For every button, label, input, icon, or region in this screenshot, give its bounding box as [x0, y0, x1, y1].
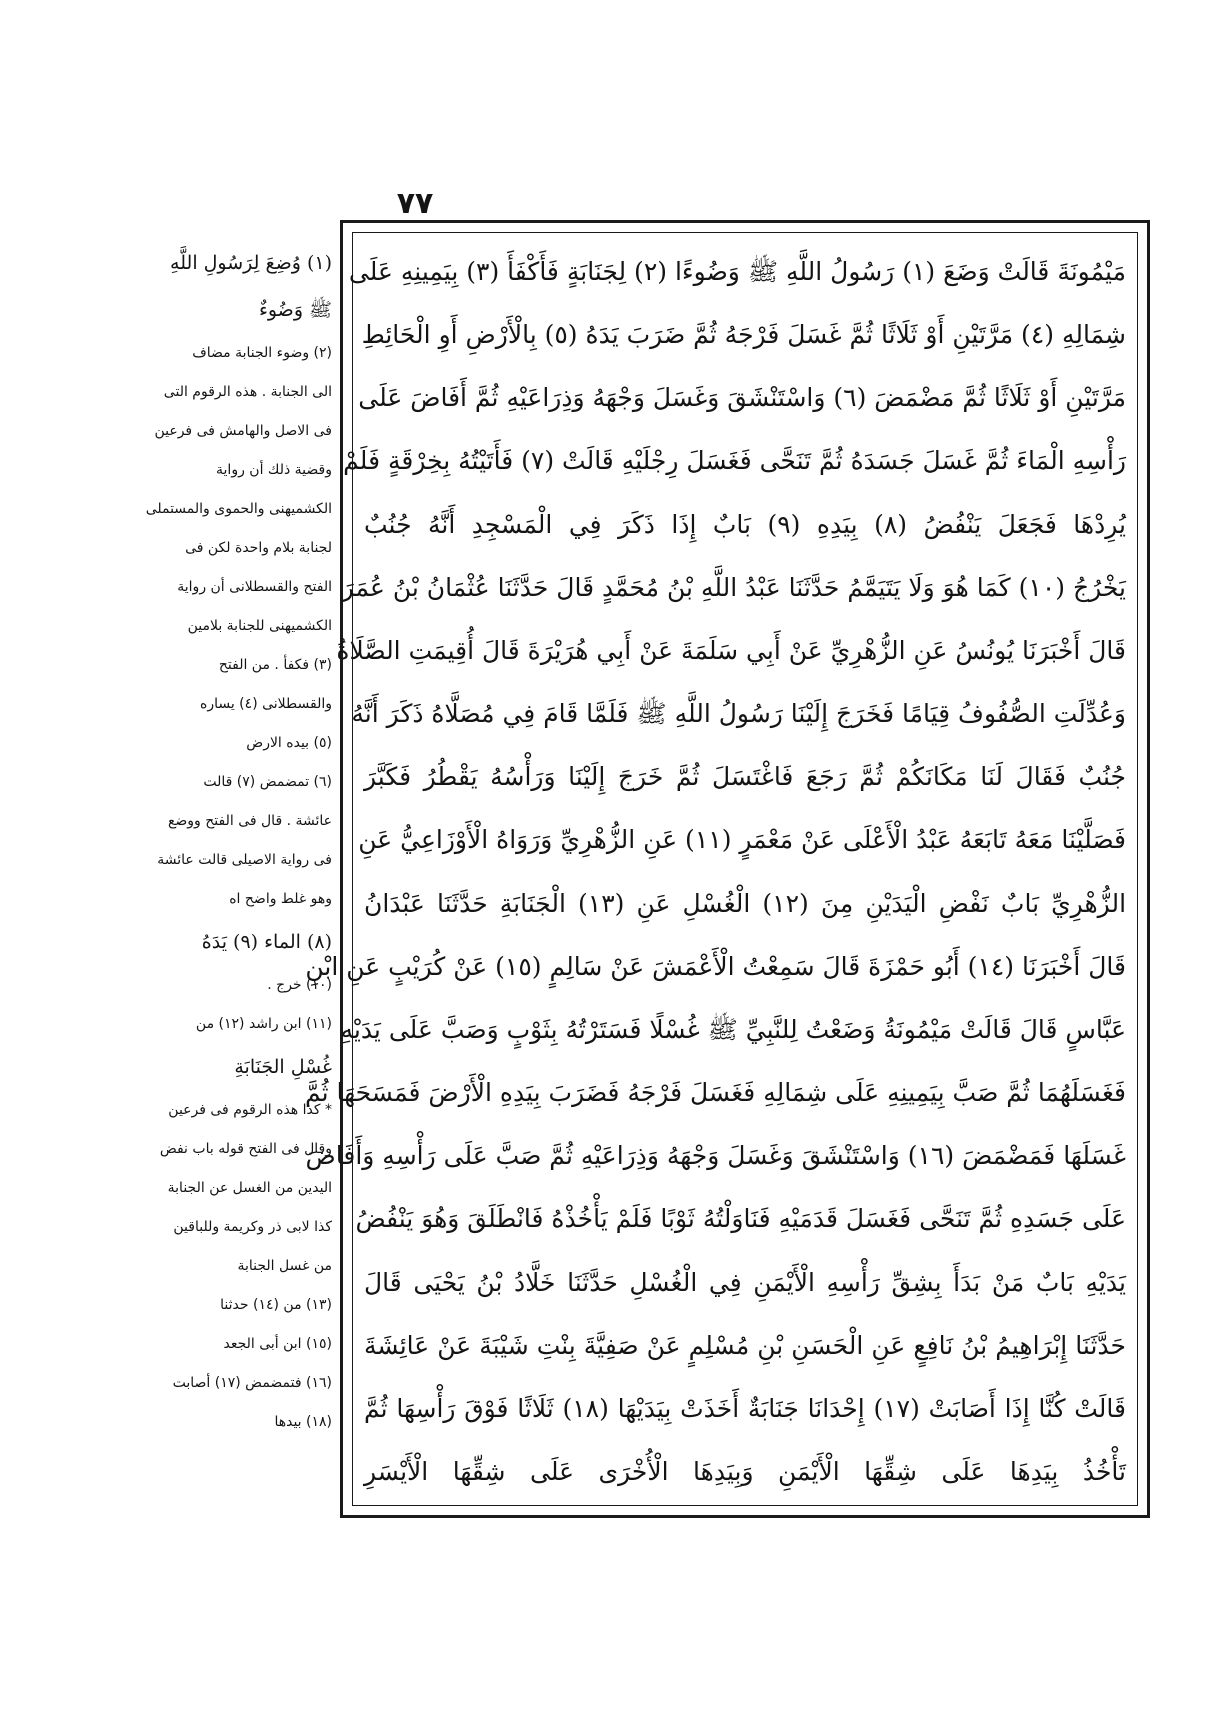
margin-note-line: فى الاصل والهامش فى فرعين	[154, 423, 332, 439]
margin-note-line: الكشميهنى للجنابة بلامين	[187, 618, 332, 634]
margin-note-line: ﷺ وَضُوءٌ	[258, 299, 332, 321]
margin-note-line: (١) وُضِعَ لِرَسُولِ اللَّهِ	[170, 252, 332, 274]
main-text-block	[304, 252, 1127, 1492]
main-text-line: يَدَيْهِ بَابٌ مَنْ بَدَأَ بِشِقِّ رَأْسِهِ الْأَيْمَنِ فِي الْغُسْلِ حَدَّثَنَا خَلَّادُ بْنُ يَحْيَى قَالَ	[364, 1267, 1126, 1297]
margin-note-line: (٥) بيده الارض	[246, 735, 332, 751]
margin-note-line: (١١) ابن راشد (١٢) من	[195, 1016, 332, 1032]
margin-note-line: كذا لابى ذر وكريمة وللباقين	[173, 1219, 332, 1235]
main-text-line: عَلَى جَسَدِهِ ثُمَّ تَنَحَّى فَغَسَلَ قَدَمَيْهِ فَنَاوَلْتُهُ ثَوْبًا فَلَمْ يَأْخُذْهُ فَانْطَلَقَ وَهُوَ يَنْفُضُ	[355, 1204, 1126, 1234]
margin-note-line: من غسل الجنابة	[237, 1258, 332, 1274]
main-text-line: تَأْخُذُ بِيَدِهَا عَلَى شِقِّهَا الْأَيْمَنِ وَبِيَدِهَا الْأُخْرَى عَلَى شِقِّهَا الْأَيْسَرِ	[364, 1456, 1126, 1486]
main-text-line: يَخْرُجُ (١٠) كَمَا هُوَ وَلَا يَتَيَمَّمُ حَدَّثَنَا عَبْدُ اللَّهِ بْنُ مُحَمَّدٍ قَالَ حَدَّثَنَا عُثْمَانُ بْنُ عُمَرَ	[341, 572, 1126, 602]
main-text-line: رَأْسِهِ الْمَاءَ ثُمَّ غَسَلَ جَسَدَهُ ثُمَّ تَنَحَّى فَغَسَلَ رِجْلَيْهِ قَالَتْ (٧) فَأَتَيْتُهُ بِخِرْقَةٍ فَلَمْ	[343, 446, 1126, 476]
main-text-line: قَالَ أَخْبَرَنَا (١٤) أَبُو حَمْزَةَ قَالَ سَمِعْتُ الْأَعْمَشَ عَنْ سَالِمٍ (١٥) عَنْ كُرَيْبٍ عَنِ ابْنِ	[305, 951, 1126, 981]
margin-note-line: (١٥) ابن أبى الجعد	[223, 1336, 332, 1352]
margin-note-line: وقضية ذلك أن رواية	[216, 462, 332, 478]
main-text-line: فَغَسَلَهُمَا ثُمَّ صَبَّ بِيَمِينِهِ عَلَى شِمَالِهِ فَغَسَلَ فَرْجَهُ فَضَرَبَ بِيَدِهِ الْأَرْضَ فَمَسَحَهَا ثُمَّ	[304, 1078, 1126, 1108]
main-text-line: فَصَلَّيْنَا مَعَهُ تَابَعَهُ عَبْدُ الْأَعْلَى عَنْ مَعْمَرٍ (١١) عَنِ الزُّهْرِيِّ وَرَوَاهُ الْأَوْزَاعِيُّ عَنِ	[358, 825, 1126, 855]
main-text-line: وَعُدِّلَتِ الصُّفُوفُ قِيَامًا فَخَرَجَ إِلَيْنَا رَسُولُ اللَّهِ ﷺ فَلَمَّا قَامَ فِي مُصَلَّاهُ ذَكَرَ أَنَّهُ	[351, 699, 1126, 729]
margin-note-line: اليدين من الغسل عن الجنابة	[167, 1180, 332, 1196]
margin-note-line: فى رواية الاصيلى قالت عائشة	[157, 852, 332, 868]
main-text-line: غَسَلَهَا فَمَضْمَضَ (١٦) وَاسْتَنْشَقَ وَغَسَلَ وَجْهَهُ وَذِرَاعَيْهِ ثُمَّ صَبَّ عَلَى رَأْسِهِ وَأَفَاضَ	[305, 1141, 1126, 1171]
main-text-line: مَرَّتَيْنِ أَوْ ثَلَاثًا ثُمَّ مَضْمَضَ (٦) وَاسْتَنْشَقَ وَغَسَلَ وَجْهَهُ وَذِرَاعَيْهِ ثُمَّ أَفَاضَ عَلَى	[358, 383, 1126, 413]
margin-note-line: لجنابة بلام واحدة لكن فى	[185, 540, 332, 556]
margin-note-line: عائشة . قال فى الفتح ووضع	[167, 813, 332, 829]
margin-note-line: (١٨) بيدها	[274, 1414, 332, 1430]
margin-note-line: (٦) تمضمض (٧) قالت	[203, 774, 332, 790]
margin-note-line: الكشميهنى والحموى والمستملى	[145, 501, 332, 517]
main-text-line: شِمَالِهِ (٤) مَرَّتَيْنِ أَوْ ثَلَاثًا ثُمَّ غَسَلَ فَرْجَهُ ثُمَّ ضَرَبَ يَدَهُ (٥) بِالْأَرْضِ أَوِ الْحَائِطِ	[361, 320, 1126, 350]
main-text-line: قَالَ أَخْبَرَنَا يُونُسُ عَنِ الزُّهْرِيِّ عَنْ أَبِي سَلَمَةَ عَنْ أَبِي هُرَيْرَةَ قَالَ أُقِيمَتِ الصَّلَاةُ	[336, 635, 1126, 665]
page-number: ٧٧	[396, 186, 434, 221]
margin-note-line: (١٦) فتمضمض (١٧) أصابت	[172, 1375, 332, 1391]
margin-note-line: (١٠) خرج .	[267, 977, 332, 993]
margin-note-line: (٢) وضوء الجنابة مضاف	[192, 345, 332, 361]
margin-note-line: * كذا هذه الرقوم فى فرعين	[168, 1102, 332, 1118]
margin-notes	[145, 248, 332, 1433]
main-text-line: الزُّهْرِيِّ بَابٌ نَفْضِ الْيَدَيْنِ مِنَ (١٢) الْغُسْلِ عَنِ (١٣) الْجَنَابَةِ حَدَّثَنَا عَبْدَانُ	[364, 888, 1127, 918]
margin-note-line: وهو غلط واضح اه	[229, 891, 332, 907]
margin-note-line: وقال فى الفتح قوله باب نفض	[159, 1141, 332, 1157]
main-text-line: مَيْمُونَةَ قَالَتْ وَضَعَ (١) رَسُولُ اللَّهِ ﷺ وَضُوءًا (٢) لِجَنَابَةٍ فَأَكْفَأَ (٣) بِيَمِينِهِ عَلَى	[348, 257, 1126, 286]
main-text-line: جُنُبٌ فَقَالَ لَنَا مَكَانَكُمْ ثُمَّ رَجَعَ فَاغْتَسَلَ ثُمَّ خَرَجَ إِلَيْنَا وَرَأْسُهُ يَقْطُرُ فَكَبَّرَ	[364, 762, 1126, 792]
main-text-line: حَدَّثَنَا إِبْرَاهِيمُ بْنُ نَافِعٍ عَنِ الْحَسَنِ بْنِ مُسْلِمٍ عَنْ صَفِيَّةَ بِنْتِ شَيْبَةَ عَنْ عَائِشَةَ	[364, 1330, 1126, 1360]
margin-note-line: (٨) الماء (٩) يَدَهُ	[201, 931, 332, 953]
margin-note-line: والقسطلانى (٤) يساره	[199, 696, 332, 712]
margin-note-line: غُسْلِ الجَنَابَةِ	[234, 1056, 332, 1078]
main-text-line: عَبَّاسٍ قَالَ قَالَتْ مَيْمُونَةُ وَضَعْتُ لِلنَّبِيِّ ﷺ غُسْلًا فَسَتَرْتُهُ بِثَوْبٍ وَصَبَّ عَلَى يَدَيْهِ	[340, 1014, 1126, 1044]
main-text-line: قَالَتْ كُنَّا إِذَا أَصَابَتْ (١٧) إِحْدَانَا جَنَابَةٌ أَخَذَتْ بِيَدَيْهَا (١٨) ثَلَاثًا فَوْقَ رَأْسِهَا ثُمَّ	[364, 1393, 1126, 1423]
main-text-line: يُرِدْهَا فَجَعَلَ يَنْفُضُ (٨) بِيَدِهِ (٩) بَابٌ إِذَا ذَكَرَ فِي الْمَسْجِدِ أَنَّهُ جُنُبٌ	[364, 509, 1126, 539]
margin-note-line: (١٣) من (١٤) حدثنا	[220, 1297, 332, 1313]
margin-note-line: الفتح والقسطلانى أن رواية	[177, 579, 332, 595]
margin-note-line: (٣) فكفأ . من الفتح	[218, 657, 332, 673]
margin-note-line: الى الجنابة . هذه الرقوم التى	[163, 384, 332, 400]
